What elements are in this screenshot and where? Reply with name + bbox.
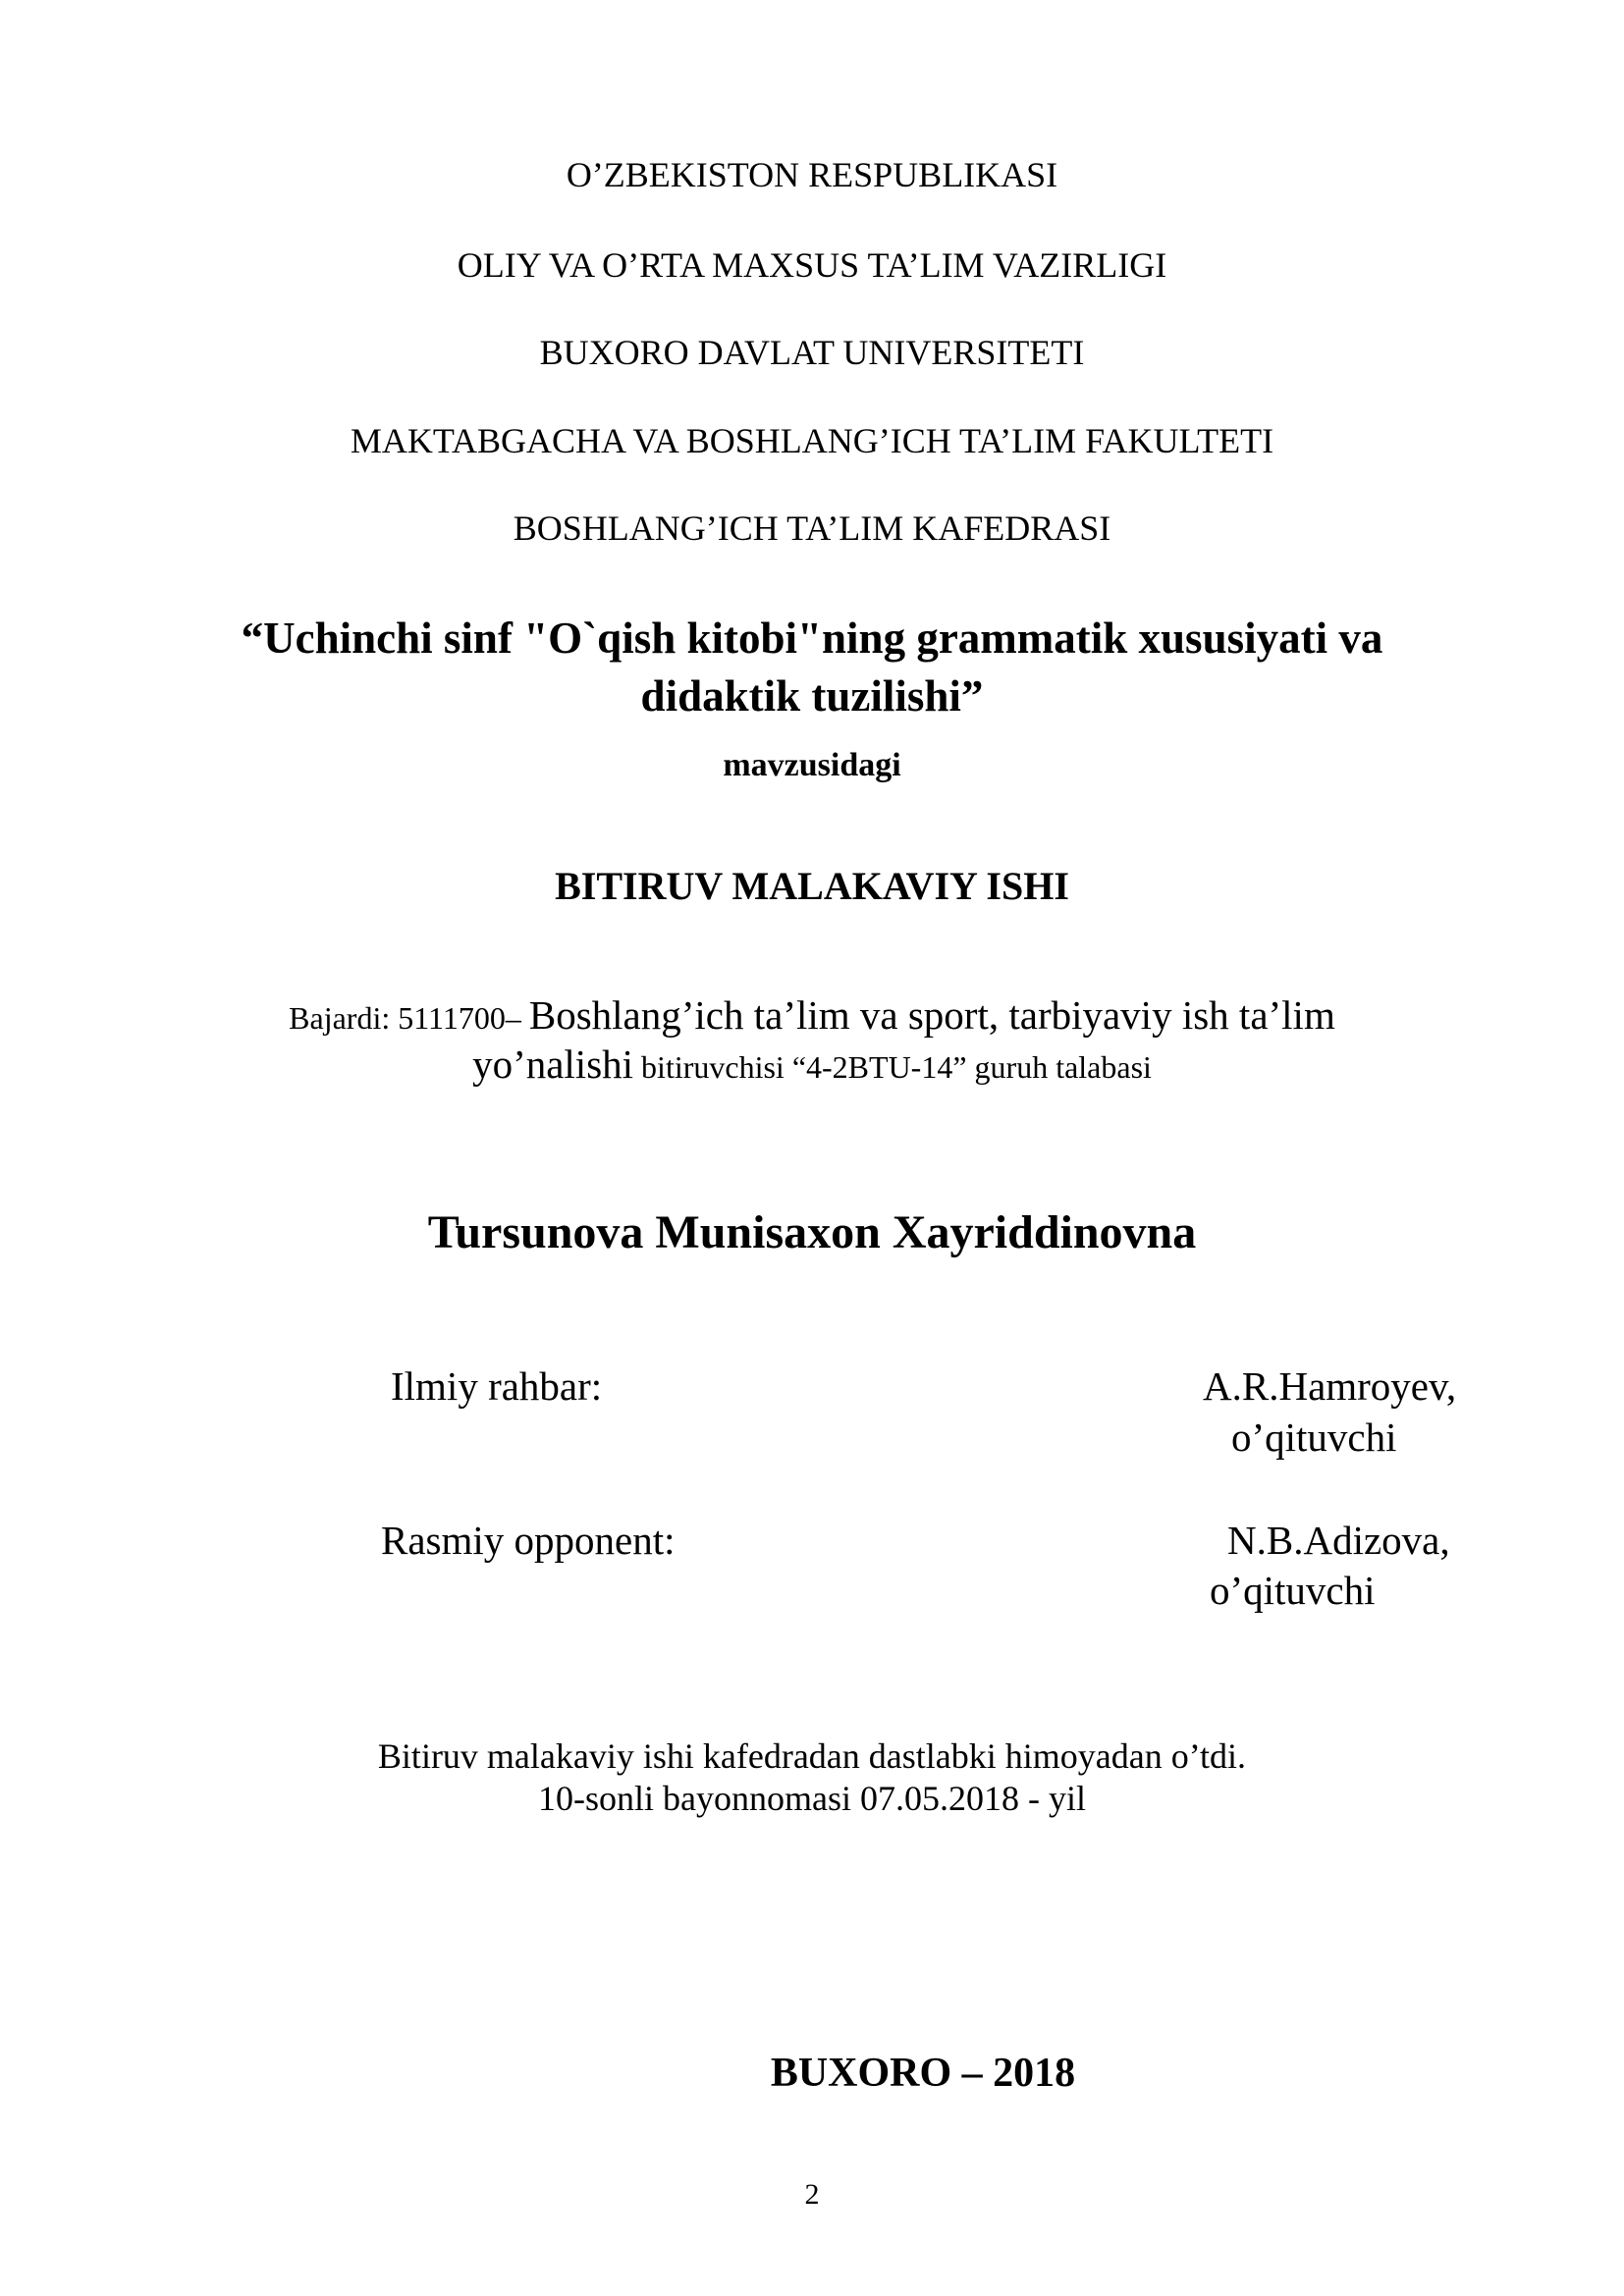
- defense-note-line2: 10-sonli bayonnomasi 07.05.2018 - yil: [538, 1779, 1086, 1818]
- header-faculty: MAKTABGACHA VA BOSHLANG’ICH TA’LIM FAKULTETI: [350, 421, 1274, 460]
- supervisor-label: Ilmiy rahbar:: [391, 1363, 603, 1409]
- header-university: BUXORO DAVLAT UNIVERSITETI: [539, 333, 1085, 372]
- supervisor-title: o’qituvchi: [1231, 1415, 1397, 1460]
- supervisor-name: A.R.Hamroyev,: [1203, 1363, 1457, 1409]
- page-number: 2: [804, 2178, 820, 2211]
- header-department: BOSHLANG’ICH TA’LIM KAFEDRASI: [513, 508, 1111, 548]
- opponent-name: N.B.Adizova,: [1227, 1518, 1450, 1563]
- place-year: BUXORO – 2018: [770, 2051, 1076, 2096]
- opponent-label: Rasmiy opponent:: [381, 1518, 676, 1563]
- header-ministry-republic: O’ZBEKISTON RESPUBLIKASI: [566, 155, 1058, 194]
- student-name: Tursunova Munisaxon Xayriddinovna: [427, 1206, 1197, 1258]
- performer-direction-end: yo’nalishi: [472, 1041, 634, 1087]
- performer-prefix: Bajardi: 5111700–: [289, 1000, 529, 1036]
- work-type: BITIRUV MALAKAVIY ISHI: [555, 864, 1069, 908]
- header-ministry: OLIY VA O’RTA MAXSUS TA’LIM VAZIRLIGI: [457, 245, 1167, 285]
- performer-suffix: bitiruvchisi “4-2BTU-14” guruh talabasi: [633, 1049, 1152, 1085]
- topic-subtitle: mavzusidagi: [723, 747, 901, 783]
- topic-title-line1: “Uchinchi sinf "O`qish kitobi"ning grammatik xususiyati va: [241, 614, 1383, 663]
- topic-title-line2: didaktik tuzilishi”: [640, 671, 984, 721]
- defense-note-line1: Bitiruv malakaviy ishi kafedradan dastlabki himoyadan o’tdi.: [377, 1736, 1247, 1776]
- opponent-title: o’qituvchi: [1210, 1568, 1376, 1613]
- performer-direction: Boshlang’ich ta’lim va sport, tarbiyaviy ish ta’lim: [528, 992, 1335, 1038]
- performer-line2: [0, 1041, 1624, 1097]
